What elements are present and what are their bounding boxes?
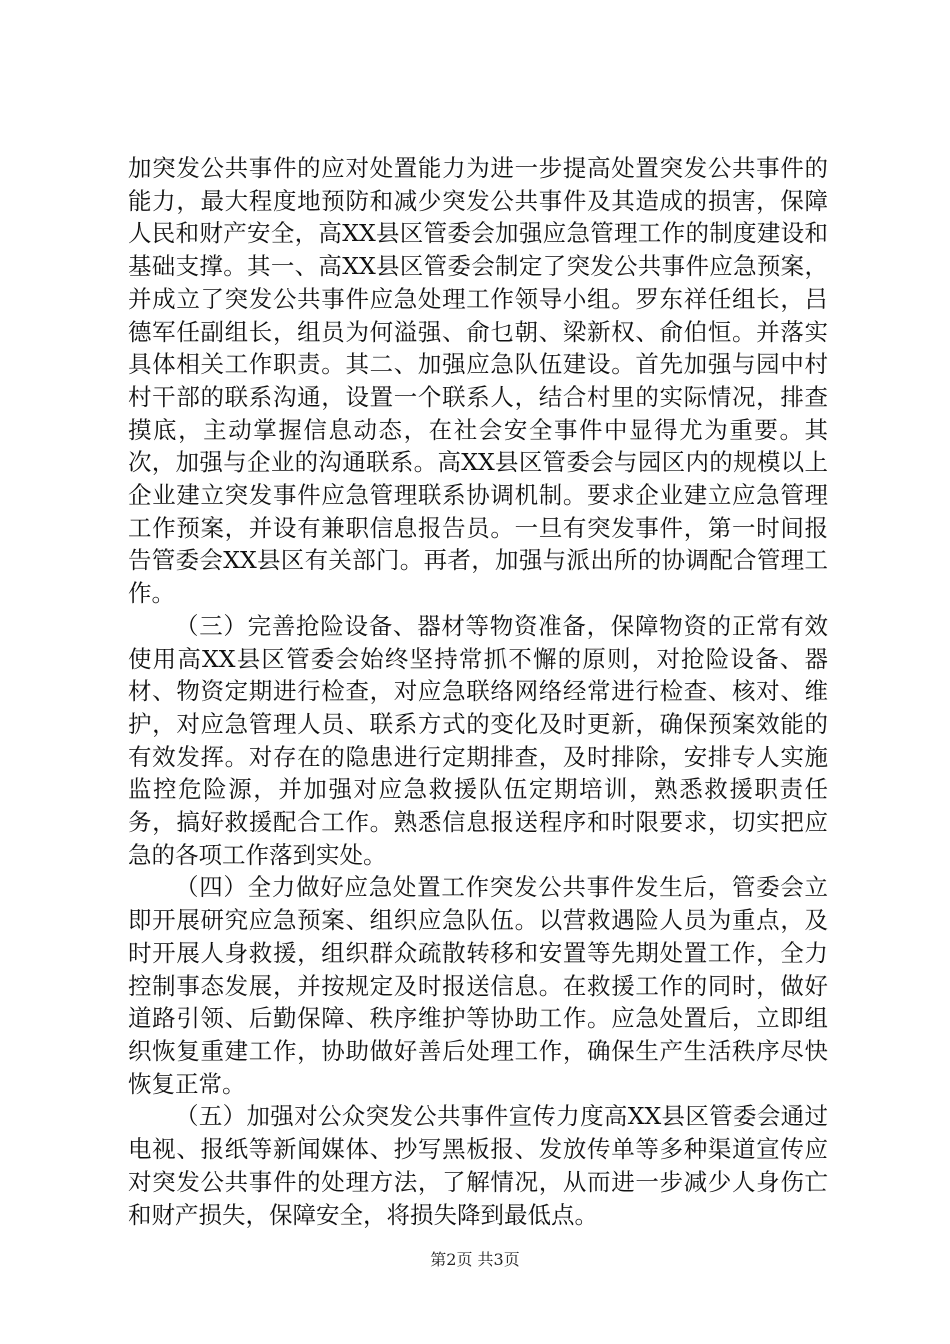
paragraph-3: （四）全力做好应急处置工作突发公共事件发生后，管委会立即开展研究应急预案、组织应急队伍。以营救遇险人员为重点，及时开展人身救援，组织群众疏散转移和安置等先期处置工作，全力控制事态发展，并按规定及时报送信息。在救援工作的同时，做好道路引领、后勤保障、秩序维护等协助工作。应急处置后，立即组织恢复重建工作，协助做好善后处理工作，确保生产生活秩序尽快恢复正常。 [128, 873, 828, 1098]
document-body [128, 152, 828, 1231]
paragraph-4: （五）加强对公众突发公共事件宣传力度高XX县区管委会通过电视、报纸等新闻媒体、抄写黑板报、发放传单等多种渠道宣传应对突发公共事件的处理方法，了解情况，从而进一步减少人身伤亡和财产损失，保障安全，将损失降到最低点。 [128, 1102, 828, 1229]
paragraph-2: （三）完善抢险设备、器材等物资准备，保障物资的正常有效使用高XX县区管委会始终坚持常抓不懈的原则，对抢险设备、器材、物资定期进行检查，对应急联络网络经常进行检查、核对、维护，对应急管理人员、联系方式的变化及时更新，确保预案效能的有效发挥。对存在的隐患进行定期排查，及时排除，安排专人实施监控危险源，并加强对应急救援队伍定期培训，熟悉救援职责任务，搞好救援配合工作。熟悉信息报送程序和时限要求，切实把应急的各项工作落到实处。 [128, 611, 828, 869]
paragraph-1: 加突发公共事件的应对处置能力为进一步提高处置突发公共事件的能力，最大程度地预防和减少突发公共事件及其造成的损害，保障人民和财产安全，高XX县区管委会加强应急管理工作的制度建设和基础支撑。其一、高XX县区管委会制定了突发公共事件应急预案，并成立了突发公共事件应急处理工作领导小组。罗东祥任组长，吕德军任副组长，组员为何溢强、俞乜朝、梁新权、俞伯恒。并落实具体相关工作职责。其二、加强应急队伍建设。首先加强与园中村村干部的联系沟通，设置一个联系人，结合村里的实际情况，排查摸底，主动掌握信息动态，在社会安全事件中显得尤为重要。其次，加强与企业的沟通联系。高XX县区管委会与园区内的规模以上企业建立突发事件应急管理联系协调机制。要求企业建立应急管理工作预案，并设有兼职信息报告员。一旦有突发事件，第一时间报告管委会XX县区有关部门。再者，加强与派出所的协调配合管理工作。 [128, 154, 828, 608]
page-number-footer: 第2页 共3页 [430, 1250, 520, 1269]
